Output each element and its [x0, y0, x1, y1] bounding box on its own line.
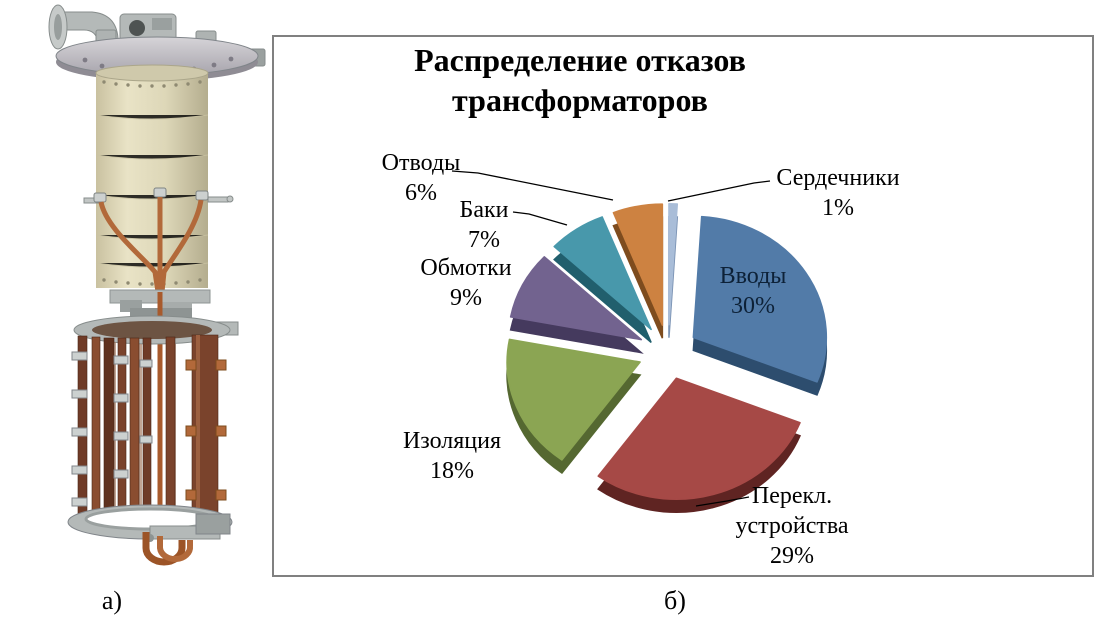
chart-title-line2: трансформаторов	[452, 82, 708, 118]
pie-slice-0	[669, 204, 677, 325]
pie-label-line: 29%	[770, 543, 814, 569]
pie-label-2	[707, 481, 877, 571]
pie-label-1	[688, 261, 818, 321]
transformer-photo-image	[15, 0, 270, 585]
pie-label-line: устройства	[735, 513, 849, 539]
pie-label-line: Отводы	[381, 150, 461, 176]
chart-title-line1: Распределение отказов	[414, 42, 746, 78]
pie-label-line: 6%	[405, 180, 437, 206]
pie-label-line: Вводы	[719, 263, 787, 289]
pie-label-line: Баки	[459, 197, 509, 223]
caption-a: а)	[101, 586, 123, 615]
pie-label-3	[377, 426, 527, 486]
pie-label-6	[356, 148, 486, 208]
pie-label-line: Изоляция	[402, 428, 502, 454]
caption-b: б)	[664, 586, 686, 615]
pie-label-line: 18%	[430, 458, 474, 484]
pie-label-line: 9%	[450, 285, 482, 311]
pie-label-line: 1%	[822, 195, 854, 221]
pie-label-line: Перекл.	[751, 483, 833, 509]
pie-label-4	[391, 253, 541, 313]
pie-label-line: Сердечники	[776, 165, 900, 191]
pie-label-line: Обмотки	[420, 255, 512, 281]
pie-label-line: 30%	[731, 293, 775, 319]
pie-label-0	[748, 163, 928, 223]
pie-label-line: 7%	[468, 227, 500, 253]
